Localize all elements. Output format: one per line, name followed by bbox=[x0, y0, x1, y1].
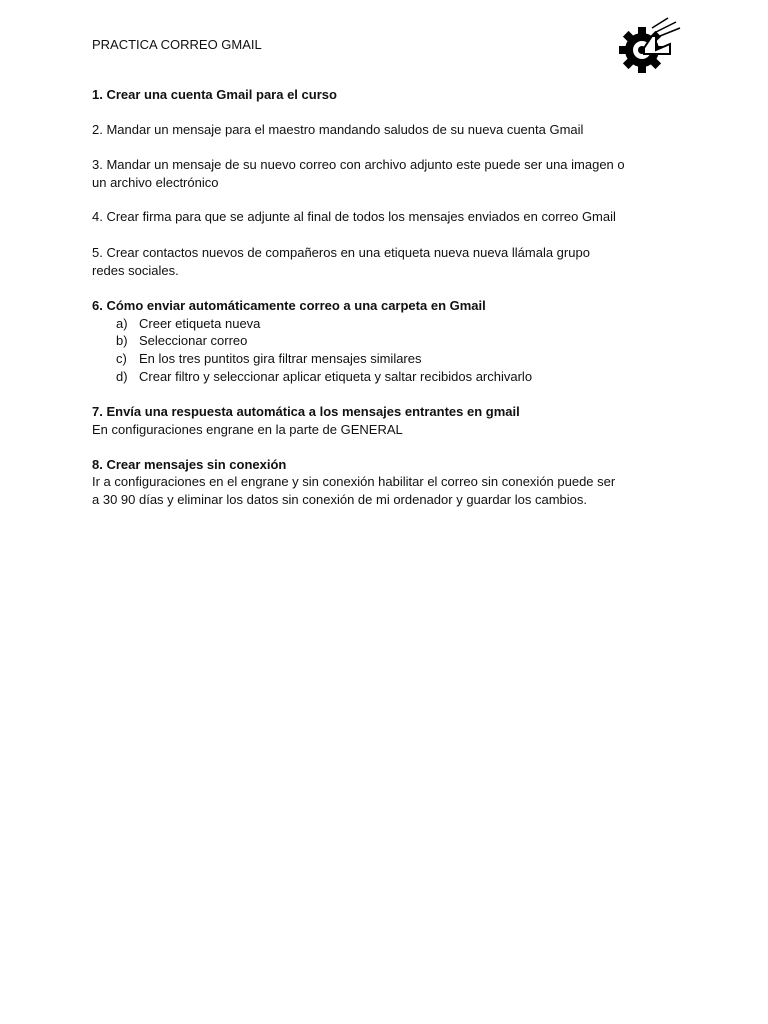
list-item bbox=[116, 315, 260, 333]
item-4-text: 4. Crear firma para que se adjunte al final de todos los mensajes enviados en correo Gmail bbox=[92, 209, 616, 224]
list-item-label: c) bbox=[116, 351, 127, 366]
item-3-text-line2: un archivo electrónico bbox=[92, 175, 219, 190]
item-3-text-line1: 3. Mandar un mensaje de su nuevo correo con archivo adjunto este puede ser una imagen o bbox=[92, 157, 625, 172]
list-item-text: Crear filtro y seleccionar aplicar etiqueta y saltar recibidos archivarlo bbox=[139, 369, 533, 384]
item-8-text-line1: Ir a configuraciones en el engrane y sin conexión habilitar el correo sin conexión puede ser bbox=[92, 474, 616, 489]
list-item-label: a) bbox=[116, 316, 128, 331]
item-8-heading: 8. Crear mensajes sin conexión bbox=[92, 457, 287, 472]
item-5-text-line1: 5. Crear contactos nuevos de compañeros en una etiqueta nueva nueva llámala grupo bbox=[92, 245, 590, 260]
institution-logo-gear-icon bbox=[618, 14, 682, 74]
list-item-text: Creer etiqueta nueva bbox=[139, 316, 261, 331]
list-item bbox=[116, 332, 247, 350]
list-item bbox=[116, 350, 422, 368]
item-7-heading: 7. Envía una respuesta automática a los mensajes entrantes en gmail bbox=[92, 404, 520, 419]
list-item-label: d) bbox=[116, 369, 128, 384]
document-title: PRACTICA CORREO GMAIL bbox=[92, 37, 262, 52]
list-item-label: b) bbox=[116, 333, 128, 348]
item-8-text-line2: a 30 90 días y eliminar los datos sin conexión de mi ordenador y guardar los cambios. bbox=[92, 492, 587, 507]
item-1-heading: 1. Crear una cuenta Gmail para el curso bbox=[92, 87, 337, 102]
item-7-text: En configuraciones engrane en la parte de GENERAL bbox=[92, 422, 403, 437]
list-item-text: Seleccionar correo bbox=[139, 333, 248, 348]
item-6-heading: 6. Cómo enviar automáticamente correo a una carpeta en Gmail bbox=[92, 298, 486, 313]
list-item-text: En los tres puntitos gira filtrar mensajes similares bbox=[139, 351, 422, 366]
item-5-text-line2: redes sociales. bbox=[92, 263, 179, 278]
item-2-text: 2. Mandar un mensaje para el maestro mandando saludos de su nueva cuenta Gmail bbox=[92, 122, 584, 137]
list-item bbox=[116, 368, 532, 386]
